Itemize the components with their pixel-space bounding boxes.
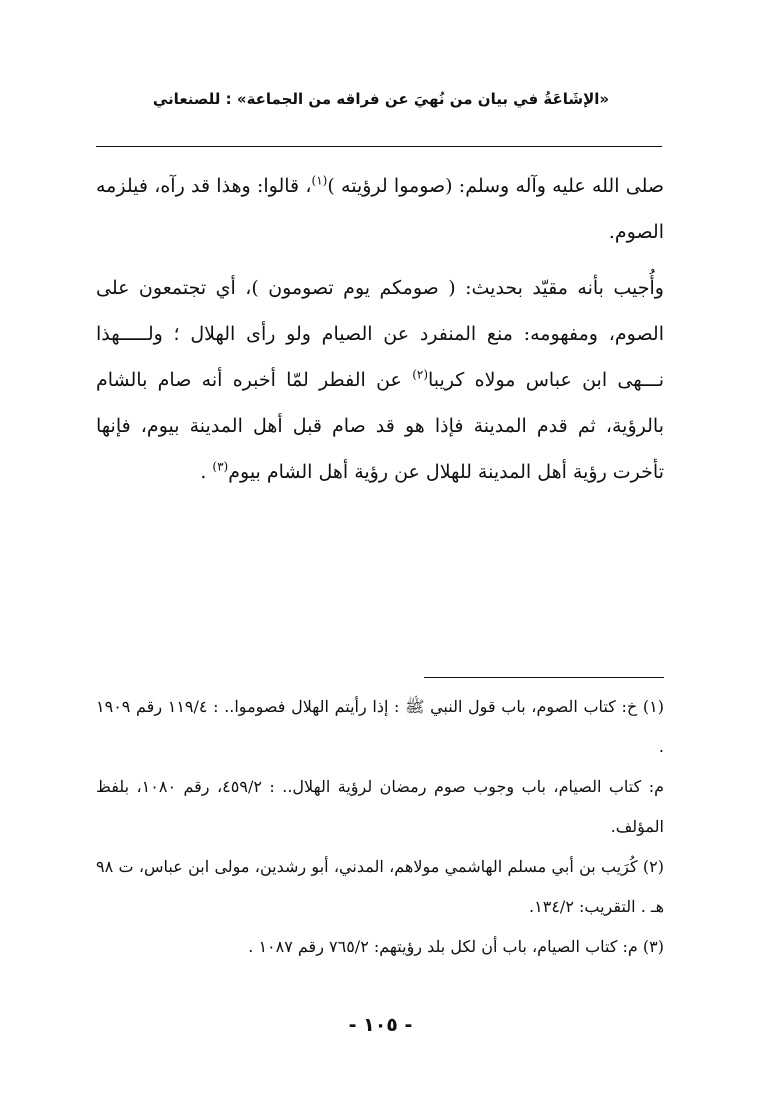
header-divider: [96, 146, 662, 147]
footnote-2: (٢) كُرَيب بن أبي مسلم الهاشمي مولاهم، المدني، أبو رشدين، مولى ابن عباس، ت ٩٨ هـ . التقريب: ١٣٤/٢.: [96, 857, 664, 916]
running-header: «الإشَاعَةُ في بيان من نُهيَ عن فراقه من الجماعة» : للصنعاني: [152, 90, 610, 108]
footnote-ref-1: (١): [311, 173, 328, 188]
footnote-divider: [424, 677, 664, 678]
paragraph-1-text-a: صلى الله عليه وآله وسلم: (صوموا لرؤيته ): [327, 175, 664, 197]
body-paragraph-2: [96, 265, 664, 495]
page-number: - ١٠٥ -: [348, 1014, 413, 1036]
footnotes-section: [96, 687, 664, 967]
paragraph-1-text-b: ، قالوا: وهذا قد رآه، فيلزمه الصوم.: [96, 175, 664, 243]
footnote-ref-2: (٢): [412, 367, 429, 382]
paragraph-2-text-a: وأُجيب بأنه مقيّد بحديث: ( صومكم يوم تصومون )، أي تجتمعون على الصوم، ومفهومه: منع المنفرد عن الصيام ولو رأى الهلال ؛ ولـــــهذا نـــهى ابن عباس مولاه كريبا: [96, 277, 664, 391]
paragraph-2-text-c: .: [200, 461, 213, 483]
footnote-1-continued: م: كتاب الصيام، باب وجوب صوم رمضان لرؤية الهلال.. : ٤٥٩/٢، رقم ١٠٨٠، بلفظ المؤلف.: [96, 777, 665, 836]
footnote-3: (٣) م: كتاب الصيام، باب أن لكل بلد رؤيتهم: ٧٦٥/٢ رقم ١٠٨٧ .: [248, 937, 664, 956]
footnote-ref-3: (٣): [212, 459, 229, 474]
paragraph-2-text-b: عن الفطر لمّا أخبره أنه صام بالشام بالرؤية، ثم قدم المدينة فإذا هو قد صام قبل أهل المدينة بيوم، فإنها تأخرت رؤية أهل المدينة للهلال عن رؤية أهل الشام بيوم: [96, 369, 664, 483]
body-paragraph-1: [96, 163, 664, 255]
footnote-1: (١) خ: كتاب الصوم، باب قول النبي ﷺ : إذا رأيتم الهلال فصوموا.. : ١١٩/٤ رقم ١٩٠٩ .: [96, 697, 664, 756]
